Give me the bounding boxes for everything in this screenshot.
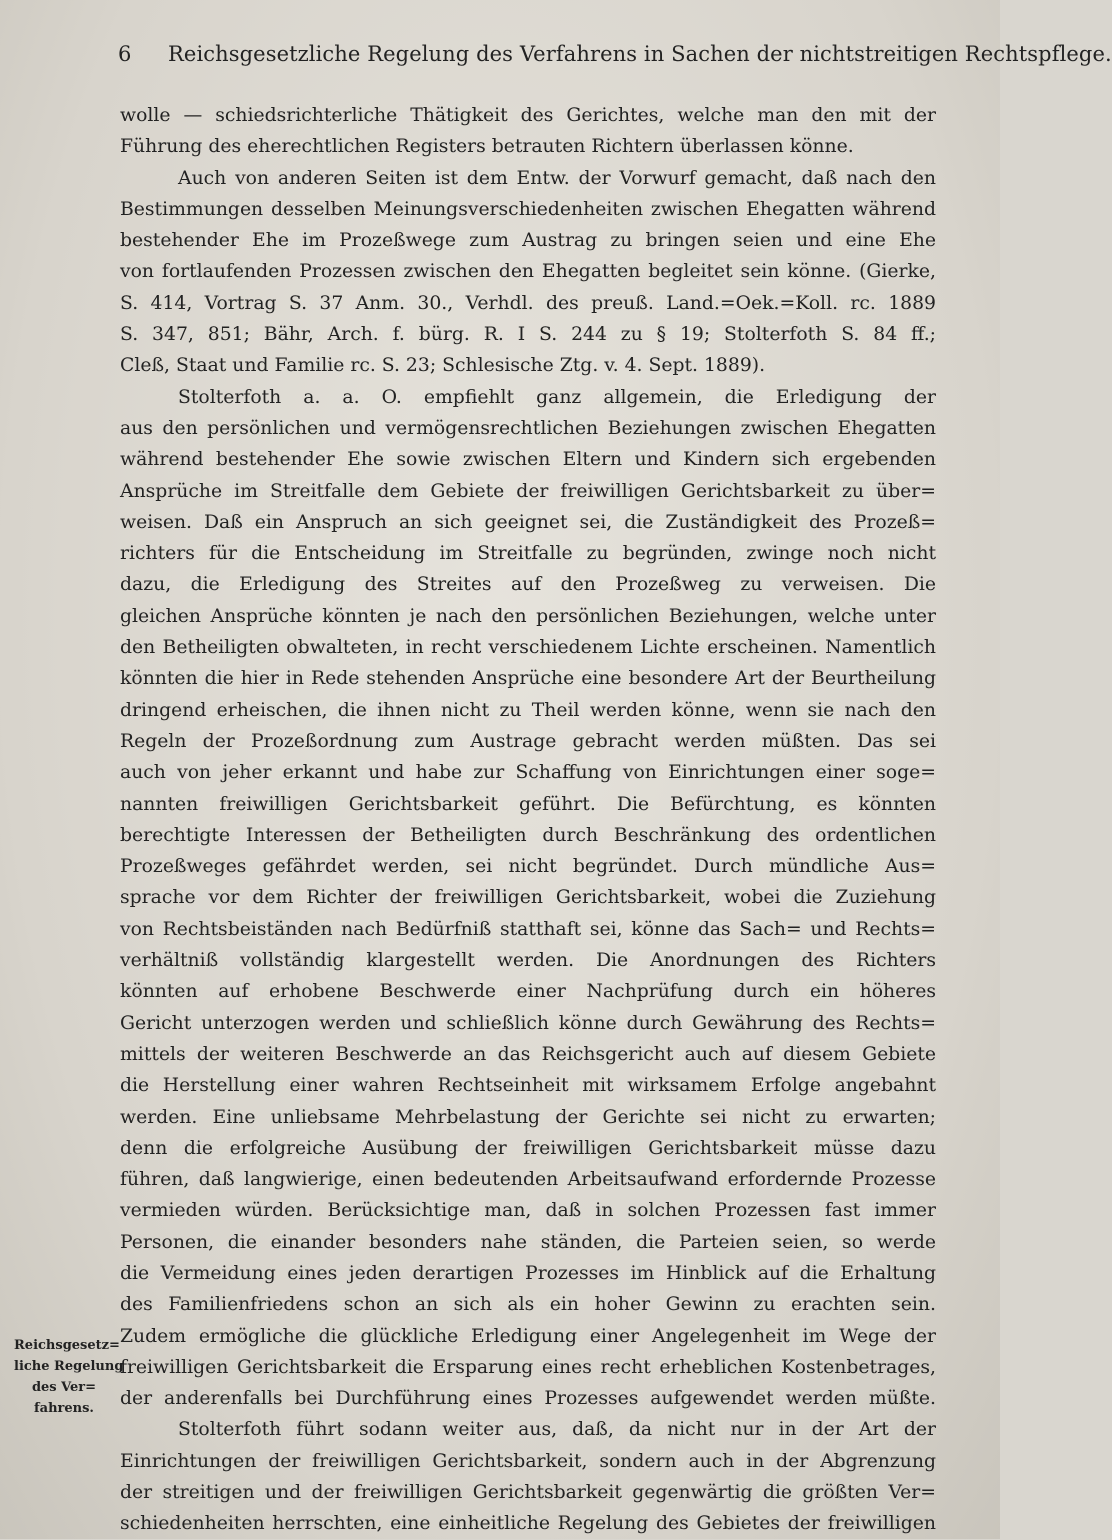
text-line: Auch von anderen Seiten ist dem Entw. der Vorwurf gemacht, daß nach den [178,167,936,189]
text-line: könnten die hier in Rede stehenden Ansprüche eine besondere Art der Beurtheilung [120,668,936,690]
text-line: auch von jeher erkannt und habe zur Schaffung von Einrichtungen einer soge= [120,762,936,784]
text-line: verhältniß vollständig klargestellt werden. Die Anordnungen des Richters [120,950,936,972]
text-line: Zudem ermögliche die glückliche Erledigung einer Angelegenheit im Wege der [120,1325,936,1347]
text-line: Bestimmungen desselben Meinungsverschiedenheiten zwischen Ehegatten während [120,198,936,220]
text-line: der streitigen und der freiwilligen Gerichtsbarkeit gegenwärtig die größten Ver= [120,1482,936,1504]
margin-note [14,1335,124,1419]
text-line: dringend erheischen, die ihnen nicht zu Theil werden könne, wenn sie nach den [120,699,936,721]
text-line: Gericht unterzogen werden und schließlich könne durch Gewährung des Rechts= [120,1012,936,1034]
text-line: während bestehender Ehe sowie zwischen Eltern und Kindern sich ergebenden [120,449,936,471]
text-line: bestehender Ehe im Prozeßwege zum Austrag zu bringen seien und eine Ehe [120,230,936,252]
text-line: die Herstellung einer wahren Rechtseinheit mit wirksamem Erfolge angebahnt [120,1075,936,1097]
text-line: Personen, die einander besonders nahe ständen, die Parteien seien, so werde [120,1231,936,1253]
text-line: dazu, die Erledigung des Streites auf den Prozeßweg zu verweisen. Die [120,574,936,596]
text-line: schiedenheiten herrschten, eine einheitliche Regelung des Gebietes der freiwilligen [120,1513,936,1535]
text-line: Stolterfoth führt sodann weiter aus, daß, da nicht nur in der Art der [178,1419,936,1441]
text-line: könnten auf erhobene Beschwerde einer Nachprüfung durch ein höheres [120,981,936,1003]
text-line: aus den persönlichen und vermögensrechtlichen Beziehungen zwischen Ehegatten [120,417,936,439]
text-line: richters für die Entscheidung im Streitfalle zu begründen, zwinge noch nicht [120,543,936,565]
text-line: des Familienfriedens schon an sich als ein hoher Gewinn zu erachten sein. [120,1294,936,1316]
body-text [120,100,936,1540]
text-line: gleichen Ansprüche könnten je nach den persönlichen Beziehungen, welche unter [120,605,936,627]
text-line: Einrichtungen der freiwilligen Gerichtsbarkeit, sondern auch in der Abgrenzung [120,1450,936,1472]
text-line: vermieden würden. Berücksichtige man, daß in solchen Prozessen fast immer [120,1200,936,1222]
text-line: Prozeßweges gefährdet werden, sei nicht begründet. Durch mündliche Aus= [120,856,936,878]
text-line: werden. Eine unliebsame Mehrbelastung der Gerichte sei nicht zu erwarten; [120,1106,936,1128]
text-line: wolle — schiedsrichterliche Thätigkeit des Gerichtes, welche man den mit der [120,105,936,126]
text-line: weisen. Daß ein Anspruch an sich geeignet sei, die Zuständigkeit des Prozeß= [120,511,936,533]
text-line: S. 347, 851; Bähr, Arch. f. bürg. R. I S. 244 zu § 19; Stolterfoth S. 84 ff.; [120,324,936,346]
text-line: von Rechtsbeiständen nach Bedürfniß statthaft sei, könne das Sach= und Rechts= [120,918,936,940]
margin-note-line: Reichsgesetz= [14,1338,120,1353]
text-line: freiwilligen Gerichtsbarkeit die Ersparung eines recht erheblichen Kostenbetrages, [120,1356,936,1378]
text-line: Führung des eherechtlichen Registers betrauten Richtern überlassen könne. [120,136,854,158]
text-line: berechtigte Interessen der Betheiligten durch Beschränkung des ordentlichen [120,824,936,846]
margin-note-line: liche Regelung [14,1359,124,1374]
text-line: den Betheiligten obwalteten, in recht verschiedenem Lichte erscheinen. Namentlich [120,637,936,659]
page-number: 6 [118,42,132,66]
text-line: die Vermeidung eines jeden derartigen Prozesses im Hinblick auf die Erhaltung [120,1262,936,1284]
text-line: S. 414, Vortrag S. 37 Anm. 30., Verhdl. des preuß. Land.=Oek.=Koll. rc. 1889 [120,292,936,314]
margin-note-line: des Ver= [31,1380,97,1395]
text-line: Ansprüche im Streitfalle dem Gebiete der freiwilligen Gerichtsbarkeit zu über= [120,480,936,502]
text-line: Cleß, Staat und Familie rc. S. 23; Schlesische Ztg. v. 4. Sept. 1889). [120,355,766,377]
text-line: führen, daß langwierige, einen bedeutenden Arbeitsaufwand erfordernde Prozesse [120,1169,936,1191]
text-line: denn die erfolgreiche Ausübung der freiwilligen Gerichtsbarkeit müsse dazu [120,1137,936,1159]
text-line: mittels der weiteren Beschwerde an das Reichsgericht auch auf diesem Gebiete [120,1043,936,1065]
text-line: von fortlaufenden Prozessen zwischen den Ehegatten begleitet sein könne. (Gierke, [120,261,936,283]
page-header [118,42,1112,76]
running-title: Reichsgesetzliche Regelung des Verfahrens in Sachen der nichtstreitigen Rechtspflege. [168,42,1112,66]
text-line: Stolterfoth a. a. O. empfiehlt ganz allgemein, die Erledigung der [178,386,936,408]
text-line: Regeln der Prozeßordnung zum Austrage gebracht werden müßten. Das sei [120,730,936,752]
text-line: sprache vor dem Richter der freiwilligen Gerichtsbarkeit, wobei die Zuziehung [120,887,936,909]
text-line: der anderenfalls bei Durchführung eines Prozesses aufgewendet werden müßte. [120,1388,936,1410]
margin-note-line: fahrens. [34,1401,94,1416]
text-line: nannten freiwilligen Gerichtsbarkeit geführt. Die Befürchtung, es könnten [120,793,936,815]
